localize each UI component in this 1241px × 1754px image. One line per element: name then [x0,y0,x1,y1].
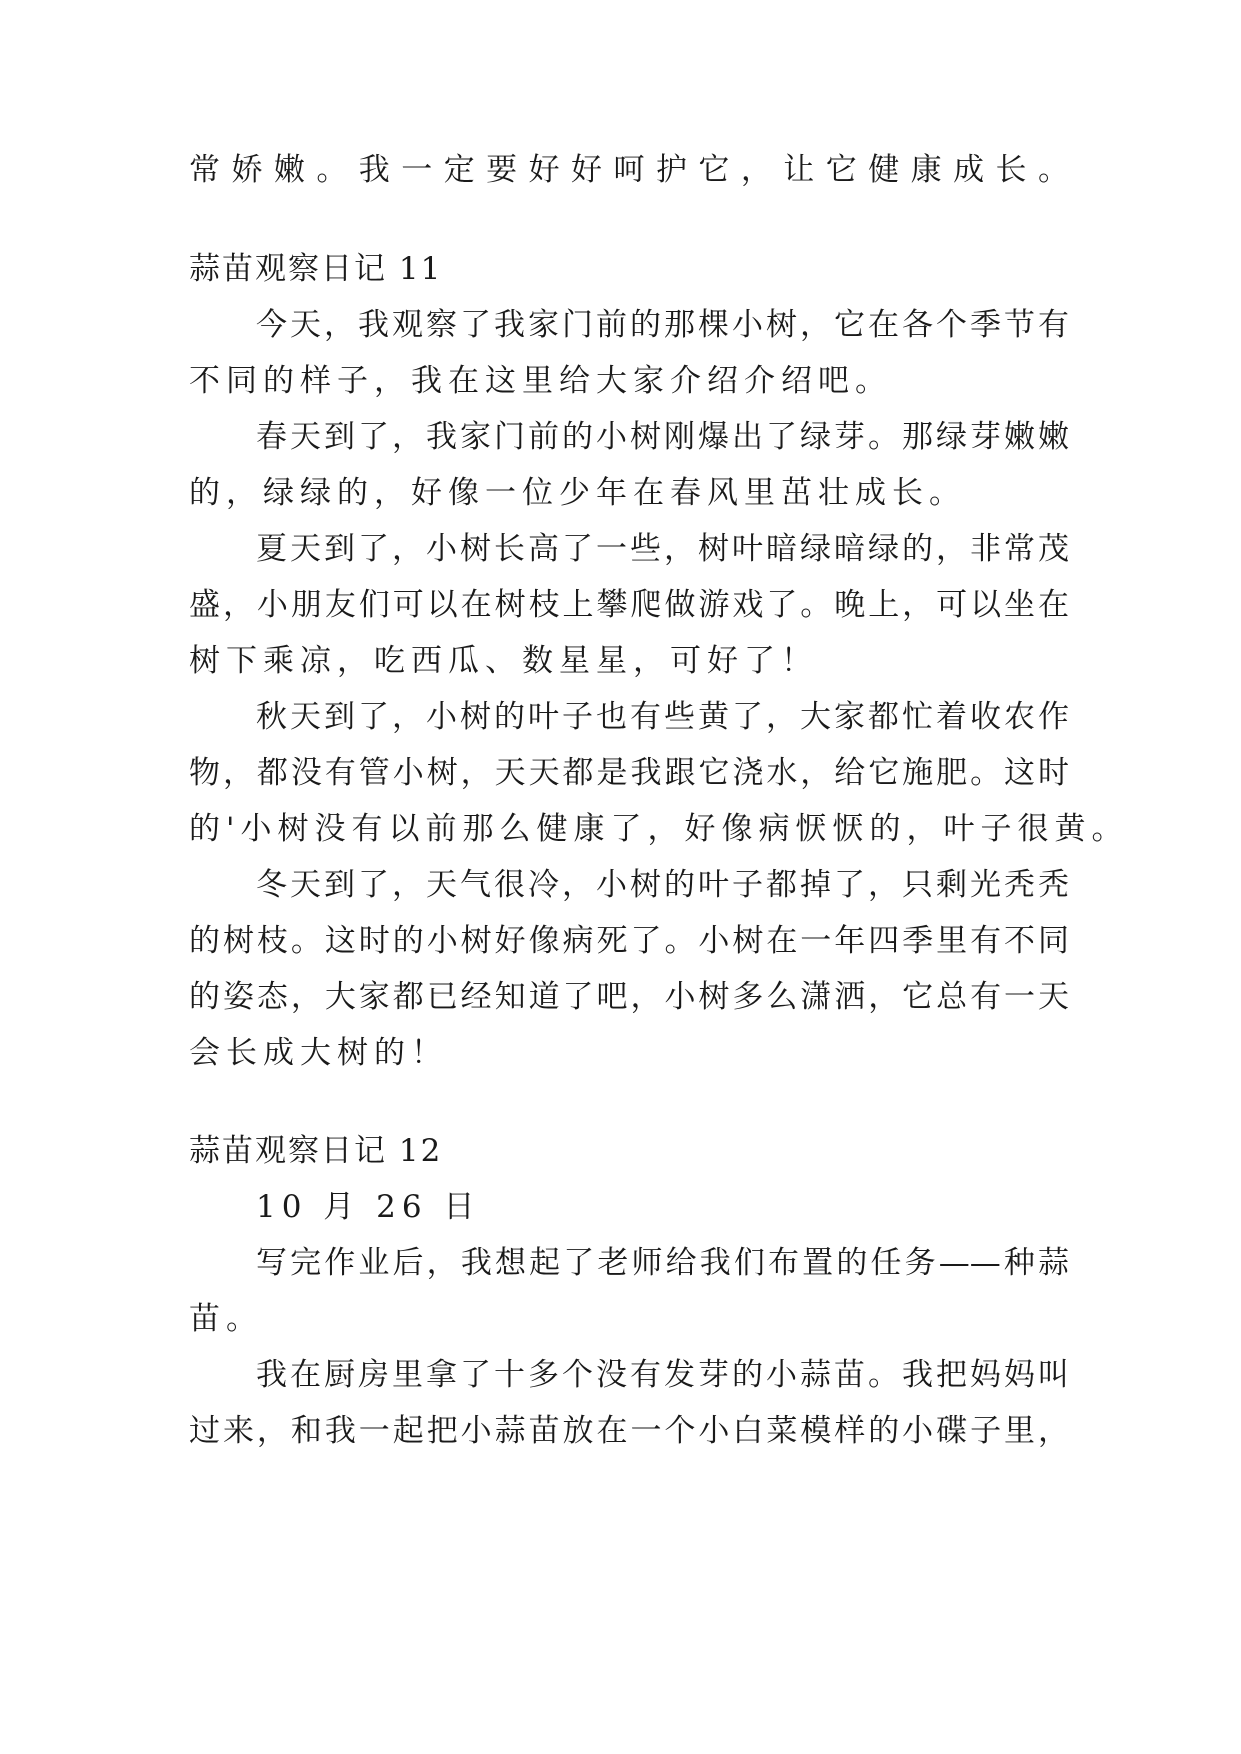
paragraph-line: 不同的样子，我在这里给大家介绍介绍吧。 [189,363,892,399]
paragraph-line: 树下乘凉，吃西瓜、数星星，可好了！ [189,643,818,679]
paragraph-line: 我在厨房里拿了十多个没有发芽的小蒜苗。我把妈妈叫 [256,1357,1069,1393]
paragraph-line: 过来，和我一起把小蒜苗放在一个小白菜模样的小碟子里， [189,1413,1069,1449]
paragraph-line: 的姿态，大家都已经知道了吧，小树多么潇洒，它总有一天 [189,979,1069,1015]
paragraph-line: 的树枝。这时的小树好像病死了。小树在一年四季里有不同 [189,923,1069,959]
paragraph-line: 今天，我观察了我家门前的那棵小树，它在各个季节有 [256,307,1069,343]
section-heading: 蒜苗观察日记 11 [189,251,443,287]
section-heading: 蒜苗观察日记 12 [189,1133,443,1169]
paragraph-line: 写完作业后，我想起了老师给我们布置的任务——种蒜 [256,1245,1069,1281]
paragraph-line: 春天到了，我家门前的小树刚爆出了绿芽。那绿芽嫩嫩 [256,419,1069,455]
date-line: 10 月 26 日 [256,1189,481,1225]
paragraph-line: 秋天到了，小树的叶子也有些黄了，大家都忙着收农作 [256,699,1069,735]
paragraph-line: 物，都没有管小树，天天都是我跟它浇水，给它施肥。这时 [189,755,1069,791]
paragraph-line: 冬天到了，天气很冷，小树的叶子都掉了，只剩光秃秃 [256,867,1069,903]
paragraph-line: 夏天到了，小树长高了一些，树叶暗绿暗绿的，非常茂 [256,531,1069,567]
paragraph-line: 苗。 [189,1301,263,1337]
paragraph-line: 的'小树没有以前那么健康了，好像病恹恹的，叶子很黄。 [189,811,1129,847]
paragraph-line: 会长成大树的！ [189,1035,448,1071]
paragraph-line: 的，绿绿的，好像一位少年在春风里茁壮成长。 [189,475,966,511]
paragraph-line: 盛，小朋友们可以在树枝上攀爬做游戏了。晚上，可以坐在 [189,587,1069,623]
paragraph-line: 常娇嫩。我一定要好好呵护它，让它健康成长。 [189,152,1069,188]
